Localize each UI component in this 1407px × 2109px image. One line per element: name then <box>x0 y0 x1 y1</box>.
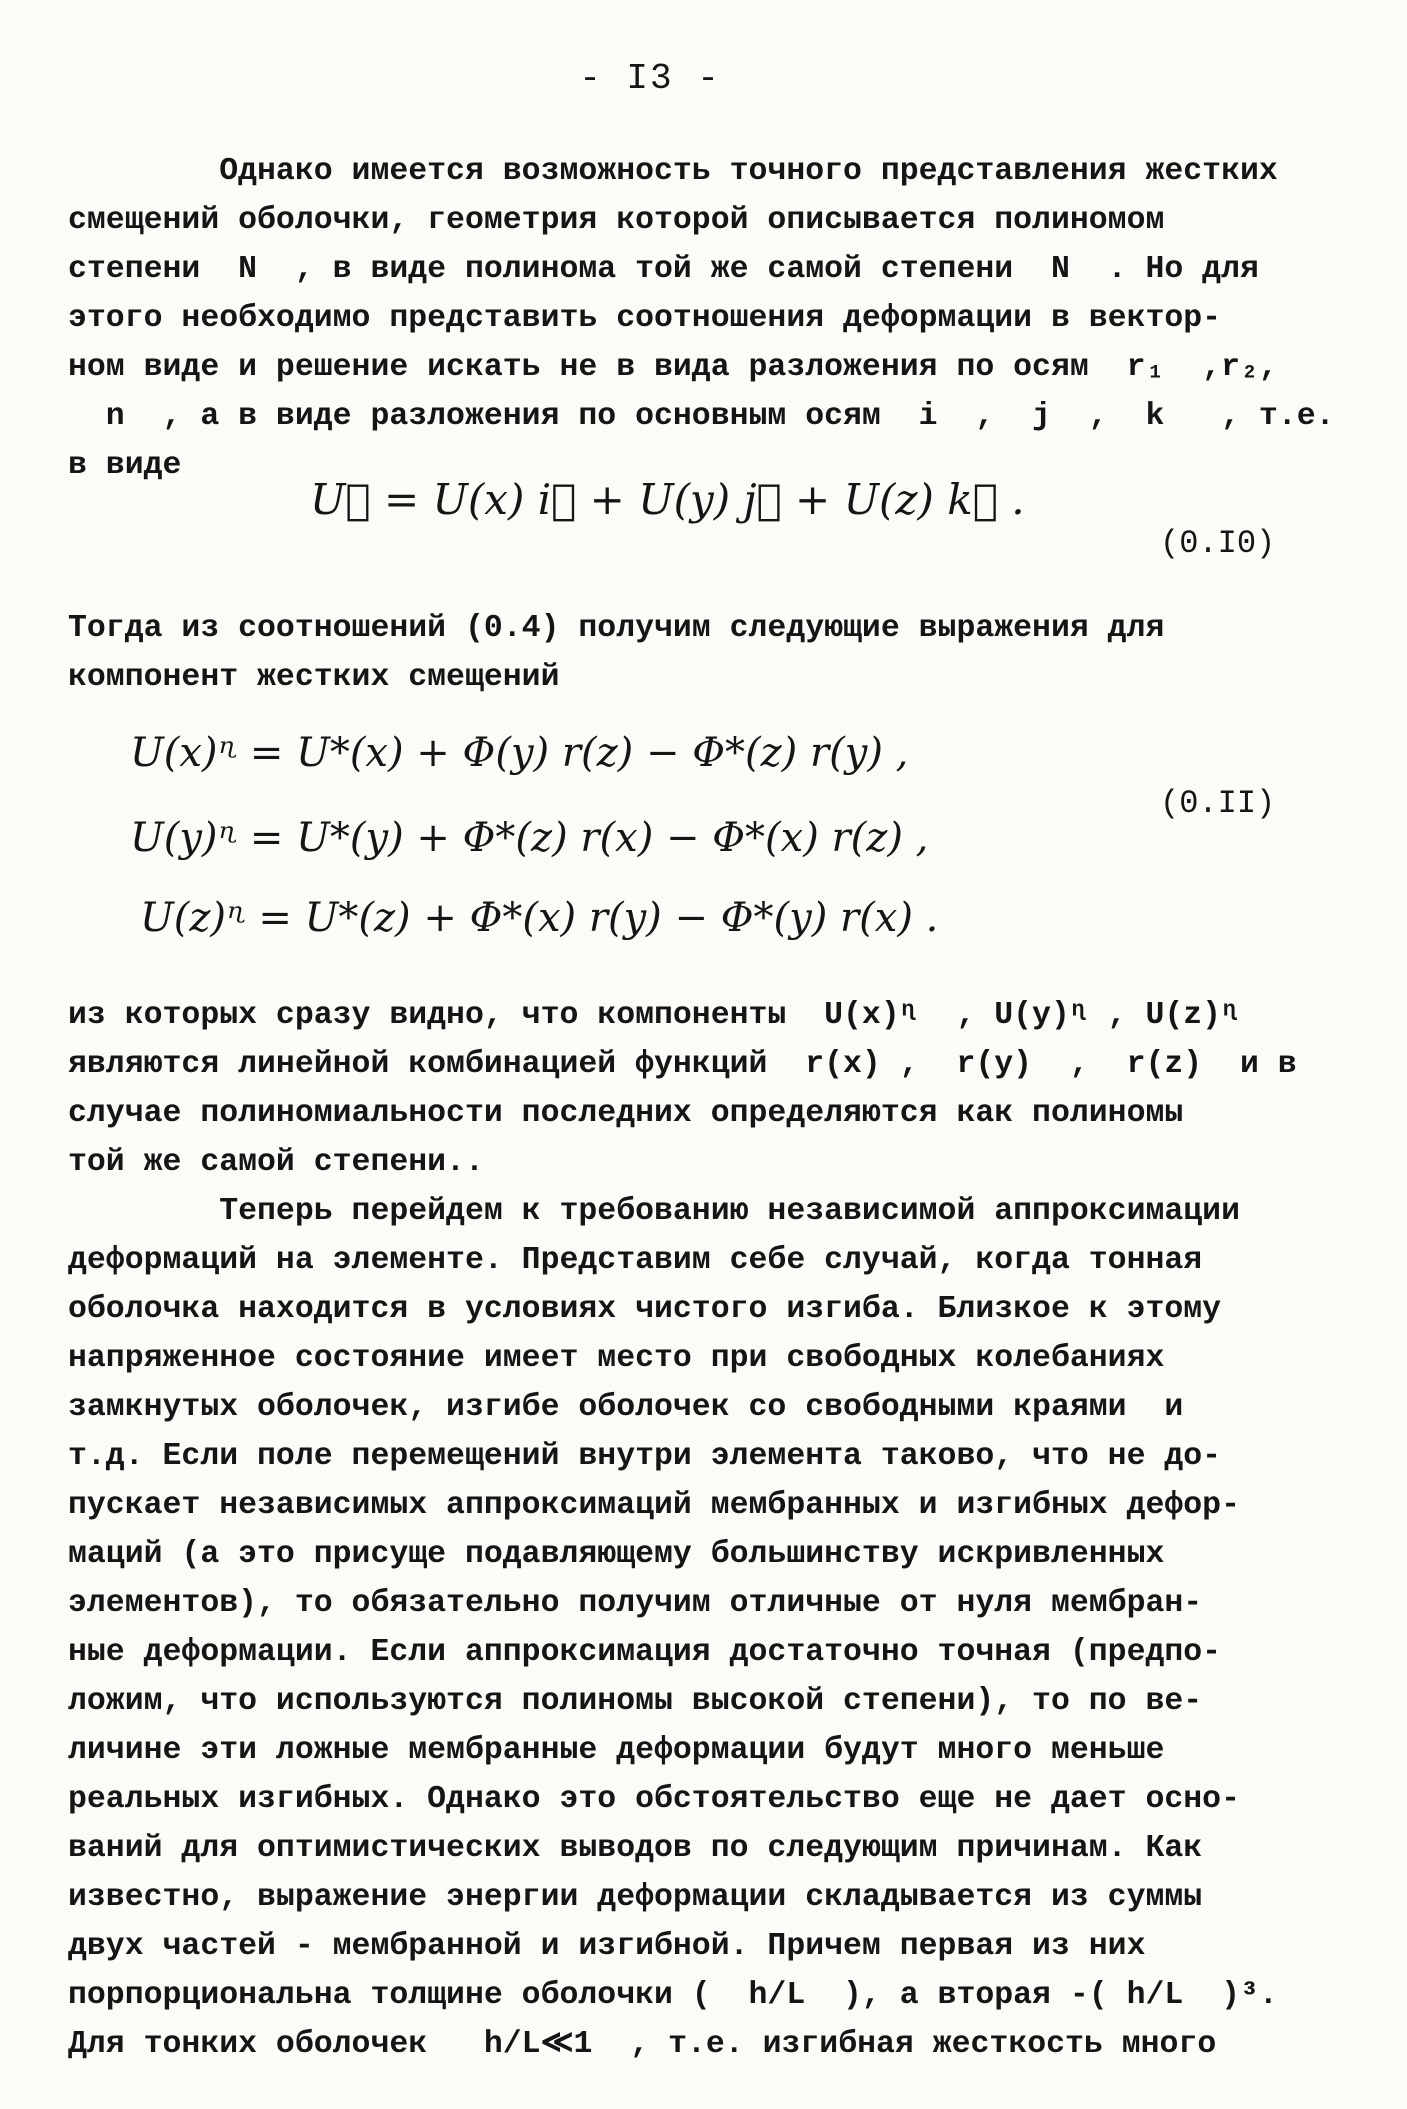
text-line: Для тонких оболочек h/L≪1 , т.е. изгибная жесткость много <box>68 2027 1217 2062</box>
text-line: этого необходимо представить соотношения деформации в вектор- <box>68 301 1222 336</box>
page-number: - I3 - <box>579 58 721 99</box>
text-line: двух частей - мембранной и изгибной. Причем первая из них <box>68 1929 1146 1964</box>
text-line: оболочка находится в условиях чистого изгиба. Близкое к этому <box>68 1292 1222 1327</box>
text-line: т.д. Если поле перемещений внутри элемента таково, что не до- <box>68 1439 1222 1474</box>
text-line: ложим, что используются полиномы высокой степени), то по ве- <box>68 1684 1203 1719</box>
equation-line: U(y)ᶯ = U*(y) + Φ*(z) r(x) − Φ*(x) r(z) , <box>130 815 929 861</box>
text-line: элементов), то обязательно получим отличные от нуля мембран- <box>68 1586 1203 1621</box>
text-line: деформаций на элементе. Представим себе случай, когда тонная <box>68 1243 1203 1278</box>
text-line: напряженное состояние имеет место при свободных колебаниях <box>68 1341 1165 1376</box>
text-line: Однако имеется возможность точного представления жестких <box>68 154 1278 189</box>
text-line: являются линейной комбинацией функций r(x) , r(y) , r(z) и в <box>68 1047 1297 1082</box>
text-line: ваний для оптимистических выводов по следующим причинам. Как <box>68 1831 1203 1866</box>
text-line: известно, выражение энергии деформации складывается из суммы <box>68 1880 1203 1915</box>
text-line: ные деформации. Если аппроксимация достаточно точная (предпо- <box>68 1635 1222 1670</box>
equation-number-0-10: (0.I0) <box>1160 525 1276 562</box>
equation-line: U(x)ᶯ = U*(x) + Φ(y) r(z) − Φ*(z) r(y) , <box>130 730 909 776</box>
text-line: Тогда из соотношений (0.4) получим следующие выражения для <box>68 611 1165 646</box>
text-line: в виде <box>68 448 182 483</box>
text-line: ном виде и решение искать не в вида разложения по осям r₁ ,r₂, <box>68 350 1278 385</box>
equation-0-10: U⃗ = U(x) i⃗ + U(y) j⃗ + U(z) k⃗ . <box>310 475 1025 524</box>
text-line: личине эти ложные мембранные деформации будут много меньше <box>68 1733 1165 1768</box>
text-line: маций (а это присуще подавляющему большинству искривленных <box>68 1537 1165 1572</box>
text-line: порпорциональна толщине оболочки ( h/L ), а вторая -( h/L )³. <box>68 1978 1278 2013</box>
text-line: n , а в виде разложения по основным осям i , j , k , т.е. <box>68 399 1335 434</box>
text-line: случае полиномиальности последних определяются как полиномы <box>68 1096 1184 1131</box>
text-line: замкнутых оболочек, изгибе оболочек со свободными краями и <box>68 1390 1184 1425</box>
text-line: реальных изгибных. Однако это обстоятельство еще не дает осно- <box>68 1782 1240 1817</box>
text-line: компонент жестких смещений <box>68 660 560 695</box>
text-line: пускает независимых аппроксимаций мембранных и изгибных дефор- <box>68 1488 1240 1523</box>
equation-line: U(z)ᶯ = U*(z) + Φ*(x) r(y) − Φ*(y) r(x) . <box>140 895 939 941</box>
text-line: Теперь перейдем к требованию независимой аппроксимации <box>68 1194 1240 1229</box>
text-line: степени N , в виде полинома той же самой степени N . Но для <box>68 252 1259 287</box>
text-line: той же самой степени.. <box>68 1145 484 1180</box>
text-line: смещений оболочки, геометрия которой описывается полиномом <box>68 203 1165 238</box>
text-line: из которых сразу видно, что компоненты U(x)ᶯ , U(y)ᶯ , U(z)ᶯ <box>68 998 1240 1033</box>
equation-number-0-11: (0.II) <box>1160 785 1276 822</box>
